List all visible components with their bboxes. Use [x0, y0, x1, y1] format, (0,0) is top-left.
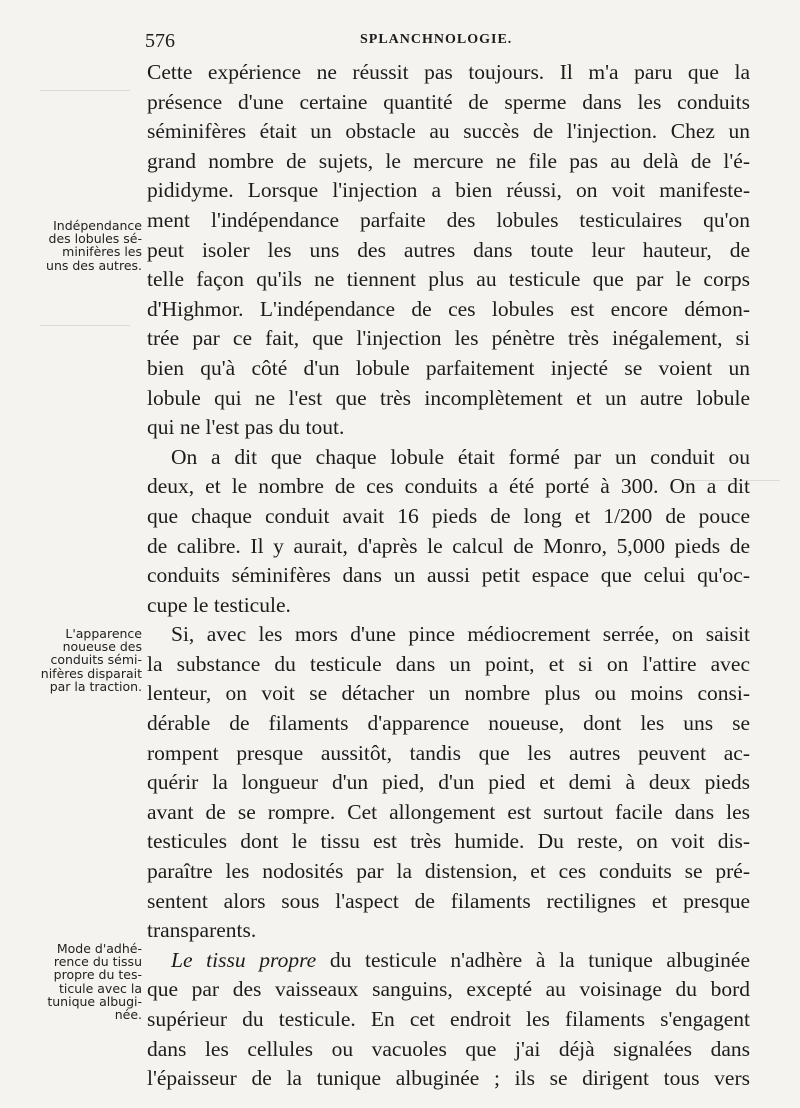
running-title: SPLANCHNOLOGIE.: [360, 32, 513, 47]
text-fragment: du testicule n'adhère à la tunique albuginée: [329, 947, 750, 972]
margin-note-line: ticule avec la: [58, 980, 142, 996]
text-line: telle façon qu'ils ne tiennent plus au testicule que par le corps: [147, 267, 750, 292]
text-line: l'épaisseur de la tunique albuginée ; ils se dirigent tous vers: [147, 1066, 750, 1091]
text-line: présence d'une certaine quantité de sperme dans les conduits: [147, 89, 750, 114]
text-line: la substance du testicule dans un point, et si on l'attire avec: [147, 651, 750, 676]
text-line: lobule qui ne l'est que très incomplètement et un autre lobule: [147, 385, 750, 410]
text-line: cupe le testicule.: [147, 592, 291, 617]
margin-note: [28, 627, 142, 693]
text-line: d'Highmor. L'indépendance de ces lobules est encore démon-: [147, 296, 750, 321]
show-through-mark: [40, 90, 130, 121]
margin-note-line: nifères disparait: [40, 665, 142, 681]
text-line: [147, 946, 750, 976]
text-line: dérable de filaments d'apparence noueuse, dont les uns se: [147, 711, 750, 736]
text-line: grand nombre de sujets, le mercure ne file pas au delà de l'é-: [147, 148, 750, 173]
text-line: séminifères était un obstacle au succès de l'injection. Chez un: [147, 119, 750, 144]
text-line: qui ne l'est pas du tout.: [147, 415, 345, 440]
margin-note-line: propre du tes-: [53, 967, 142, 983]
text-line: que chaque conduit avait 16 pieds de long et 1/200 de pouce: [147, 503, 750, 528]
text-line: que par des vaisseaux sanguins, excepté au voisinage du bord: [147, 977, 750, 1002]
margin-note-line: par la traction.: [49, 678, 142, 694]
margin-note-line: L'apparence: [65, 626, 142, 641]
margin-note-line: noueuse des: [62, 639, 142, 655]
text-line: supérieur du testicule. En cet endroit les filaments s'engagent: [147, 1007, 750, 1031]
text-line: dans les cellules ou vacuoles que j'ai déjà signalées dans: [147, 1036, 750, 1061]
text-line: de calibre. Il y aurait, d'après le calcul de Monro, 5,000 pieds de: [147, 533, 750, 558]
text-line: deux, et le nombre de ces conduits a été porté à 300. On a dit: [147, 474, 750, 499]
body-text: [147, 58, 750, 1094]
text-line: Si, avec les mors d'une pince médiocrement serrée, on saisit: [171, 622, 750, 647]
text-line: quérir la longueur d'un pied, d'un pied et demi à deux pieds: [147, 770, 750, 795]
page-header: [145, 30, 750, 56]
text-line: Cette expérience ne réussit pas toujours. Il m'a paru que la: [147, 60, 750, 84]
margin-note-line: née.: [114, 1007, 142, 1023]
page-number: 576: [145, 30, 175, 52]
margin-note-line: conduits sémi-: [50, 652, 142, 668]
margin-note: [28, 942, 142, 1021]
italic-lead: Le tissu propre: [171, 947, 317, 972]
margin-note-line: minifères les: [62, 244, 142, 260]
margin-note: [28, 219, 142, 272]
text-line: bien qu'à côté d'un lobule parfaitement injecté se voient un: [147, 355, 750, 380]
show-through-mark: [40, 325, 130, 346]
text-line: rompent presque aussitôt, tandis que les autres peuvent ac-: [147, 740, 750, 765]
text-line: paraître les nodosités par la distension, et ces conduits se pré-: [147, 859, 750, 884]
margin-note-line: Indépendance: [53, 218, 142, 233]
margin-note-line: des lobules sé-: [48, 231, 142, 247]
text-line: conduits séminifères dans un aussi petit espace que celui qu'oc-: [147, 563, 750, 588]
text-line: On a dit que chaque lobule était formé par un conduit ou: [171, 444, 750, 469]
text-line: peut isoler les uns des autres dans toute leur hauteur, de: [147, 237, 750, 262]
margin-note-line: tunique albugi-: [47, 993, 142, 1009]
text-line: testicules dont le tissu est très humide. Du reste, on voit dis-: [147, 829, 750, 854]
text-line: transparents.: [147, 918, 257, 943]
text-line: avant de se rompre. Cet allongement est surtout facile dans les: [147, 799, 750, 824]
text-line: sentent alors sous l'aspect de filaments rectilignes et presque: [147, 888, 750, 913]
text-line: lenteur, on voit se détacher un nombre plus ou moins consi-: [147, 681, 750, 706]
margin-note-line: rence du tissu: [53, 954, 142, 970]
text-line: ment l'indépendance parfaite des lobules testiculaires qu'on: [147, 207, 750, 232]
text-line: pididyme. Lorsque l'injection a bien réussi, on voit manifeste-: [147, 178, 750, 203]
text-line: trée par ce fait, que l'injection les pénètre très inégalement, si: [147, 326, 750, 351]
margin-note-line: Mode d'adhé-: [56, 941, 142, 956]
margin-note-line: uns des autres.: [46, 257, 142, 273]
